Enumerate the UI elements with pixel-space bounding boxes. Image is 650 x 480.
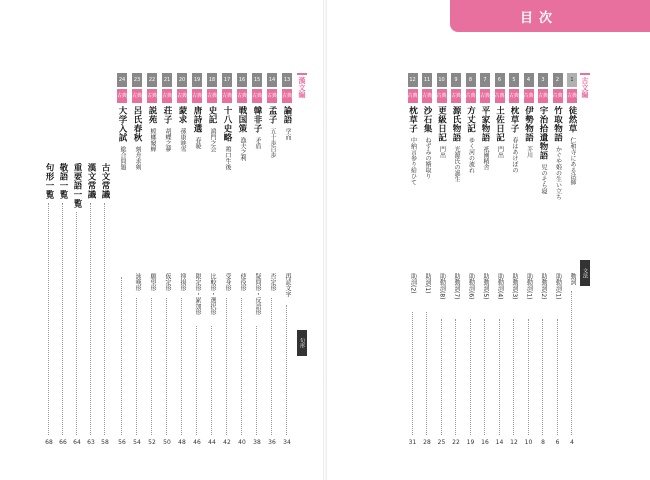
category-badge: 古典: [437, 89, 447, 103]
category-badge: 古典: [553, 89, 563, 103]
toc-entry-5[interactable]: [509, 73, 519, 453]
appendix-entry[interactable]: [100, 130, 110, 453]
leader-dots: [48, 203, 50, 435]
page-number: 12: [510, 439, 518, 446]
entry-grammar-topic: 助動詞(8): [438, 273, 446, 300]
entry-number: 19: [192, 73, 202, 87]
entry-subtitle: 祇園精舎: [482, 146, 489, 170]
entry-number: 17: [222, 73, 232, 87]
entry-subtitle: 光源氏の誕生: [453, 146, 460, 182]
entry-grammar-topic: 助動詞(4): [496, 273, 504, 300]
page-number: 54: [133, 439, 141, 446]
leader-dots: [426, 312, 428, 435]
page-number: 58: [101, 439, 109, 446]
entry-title: 説苑: [147, 106, 157, 124]
contents-header-tab: [450, 0, 650, 32]
entry-title: 戦国策: [237, 106, 247, 133]
toc-entry-13[interactable]: [282, 73, 292, 453]
page-number: 8: [541, 439, 545, 446]
section-tag: 文法: [580, 260, 590, 286]
page-number: 38: [253, 439, 261, 446]
category-badge: 古典: [422, 89, 432, 103]
entry-title: 荘子: [162, 106, 172, 124]
toc-entry-12[interactable]: [408, 73, 418, 453]
entry-subtitle: 門出: [496, 146, 504, 158]
entry-subtitle: 矛盾: [254, 137, 261, 149]
appendix-label: 漢文常識: [86, 163, 96, 199]
entry-number: 22: [147, 73, 157, 87]
entry-grammar-topic: 使役形: [239, 273, 246, 291]
entry-grammar-topic: 限定形・累加形: [194, 273, 201, 315]
leader-dots: [528, 319, 530, 435]
category-badge: 古典: [509, 89, 519, 103]
leader-dots: [151, 298, 153, 435]
appendix-entry[interactable]: [44, 130, 54, 453]
entry-title: 唐詩選: [192, 106, 202, 133]
contents-title: 目次: [519, 11, 558, 26]
leader-dots: [211, 326, 213, 435]
leader-dots: [104, 203, 106, 435]
toc-entry-7[interactable]: [480, 73, 490, 453]
toc-entry-17[interactable]: [222, 73, 232, 453]
leader-dots: [76, 212, 78, 435]
entry-number: 9: [451, 73, 461, 87]
entry-grammar-topic: 助動詞(1): [554, 273, 562, 300]
entry-grammar-topic: 疑問形・反語形: [254, 273, 261, 315]
leader-dots: [196, 326, 198, 435]
entry-title: 十八史略: [222, 106, 232, 142]
entry-grammar-topic: 助詞(2): [409, 273, 417, 294]
entry-number: 15: [252, 73, 262, 87]
toc-entry-14[interactable]: [267, 73, 277, 453]
leader-dots: [90, 203, 92, 435]
page-number: 63: [87, 439, 95, 446]
entry-grammar-topic: 受身形: [224, 273, 231, 291]
appendix-entry[interactable]: [58, 130, 68, 453]
entry-subtitle: 総合問題: [119, 146, 126, 170]
entry-number: 5: [509, 73, 519, 87]
leader-dots: [557, 319, 559, 435]
entry-subtitle: 春はあけぼの: [511, 137, 518, 173]
toc-entry-3[interactable]: [538, 73, 548, 453]
entry-title: 源氏物語: [451, 106, 461, 142]
category-badge: 古典: [495, 89, 505, 103]
page-number: 16: [481, 439, 489, 446]
entry-grammar-topic: 否定形: [269, 273, 276, 291]
entry-subtitle: 鴻門之会: [209, 128, 216, 152]
page-number: 10: [524, 439, 533, 446]
entry-title: 史記: [207, 106, 217, 124]
page-number: 42: [223, 439, 231, 446]
category-badge: 古典: [567, 89, 577, 103]
toc-entry-15[interactable]: [252, 73, 262, 453]
leader-dots: [484, 319, 486, 435]
page-number: 50: [163, 439, 171, 446]
category-badge: 古典: [117, 89, 127, 103]
page-number: 36: [268, 439, 276, 446]
toc-entry-4[interactable]: [524, 73, 534, 453]
toc-entry-16[interactable]: [237, 73, 247, 453]
entry-number: 6: [495, 73, 505, 87]
entry-title: 宇治拾遺物語: [538, 106, 548, 160]
toc-entry-21[interactable]: [162, 73, 172, 453]
toc-entry-9[interactable]: [451, 73, 461, 453]
entry-grammar-topic: 助動詞(5): [482, 273, 489, 300]
appendix-entry[interactable]: [72, 130, 82, 453]
leader-dots: [241, 298, 243, 435]
category-badge: 古典: [132, 89, 142, 103]
entry-title: 論語: [282, 106, 292, 124]
entry-grammar-topic: 助動詞(2): [540, 273, 547, 300]
entry-subtitle: 児のそら寝: [540, 164, 547, 194]
entry-title: 更級日記: [436, 106, 447, 142]
entry-number: 7: [480, 73, 490, 87]
entry-title: 平家物語: [480, 106, 490, 142]
leader-dots: [286, 305, 288, 435]
page-number: 31: [408, 439, 417, 446]
page-number: 34: [283, 439, 291, 446]
entry-subtitle: かぐや姫の生い立ち: [554, 146, 562, 200]
toc-entry-6[interactable]: [495, 73, 505, 453]
entry-subtitle: 漁夫之利: [239, 137, 246, 161]
entry-number: 14: [267, 73, 277, 87]
category-badge: 古典: [524, 89, 534, 103]
category-badge: 古典: [480, 89, 490, 103]
page-number: 4: [570, 439, 574, 446]
category-badge: 古典: [147, 89, 157, 103]
entry-number: 21: [162, 73, 172, 87]
entry-number: 1: [567, 73, 577, 87]
section-tag: 句形: [297, 330, 307, 356]
category-badge: 古典: [222, 89, 232, 103]
appendix-label: 重要語一覧: [72, 163, 82, 208]
entry-number: 12: [408, 73, 418, 87]
toc-entry-23[interactable]: [132, 73, 142, 453]
entry-grammar-topic: 助動詞(6): [467, 273, 475, 300]
entry-subtitle: 螳螂窺蝉: [149, 128, 156, 152]
entry-number: 23: [132, 73, 142, 87]
leader-dots: [513, 319, 515, 435]
category-badge: 古典: [177, 89, 187, 103]
page-gutter: [323, 0, 327, 480]
entry-grammar-topic: 仮定形: [164, 273, 171, 291]
toc-entry-8[interactable]: [466, 73, 476, 453]
entry-subtitle: 鶏口牛後: [224, 146, 231, 170]
entry-grammar-topic: 再読文字: [284, 273, 291, 297]
section-label: 古文編: [581, 77, 589, 98]
entry-number: 3: [538, 73, 548, 87]
entry-title: 蒙求: [177, 106, 187, 124]
page-number: 6: [555, 439, 560, 446]
page-number: 52: [148, 439, 156, 446]
entry-title: 韓非子: [252, 106, 262, 133]
toc-entry-19[interactable]: [192, 73, 202, 453]
leader-dots: [256, 326, 258, 435]
page-number: 66: [59, 439, 67, 446]
entry-title: 枕草子: [407, 106, 418, 133]
entry-number: 24: [117, 73, 127, 87]
category-badge: 古典: [282, 89, 292, 103]
page-number: 40: [238, 439, 246, 446]
category-badge: 古典: [408, 89, 418, 103]
section-label: 漢文編: [298, 77, 306, 98]
entry-title: 竹取物語: [552, 106, 563, 142]
category-badge: 古典: [237, 89, 247, 103]
leader-dots: [271, 298, 273, 435]
leader-dots: [181, 298, 183, 435]
category-badge: 古典: [162, 89, 172, 103]
leader-dots: [441, 319, 443, 435]
entry-grammar-topic: 助動詞(1): [525, 273, 533, 300]
appendix-label: 古文常識: [100, 163, 110, 199]
entry-grammar-topic: 助動詞(7): [453, 273, 460, 300]
leader-dots: [136, 298, 138, 435]
category-badge: 古典: [451, 89, 461, 103]
entry-title: 枕草子: [509, 106, 519, 133]
entry-number: 13: [282, 73, 292, 87]
leader-dots: [62, 203, 64, 435]
entry-subtitle: 春暁: [194, 137, 201, 149]
entry-subtitle: 芥川: [525, 146, 533, 158]
entry-subtitle: 門出: [438, 146, 446, 158]
category-badge: 古典: [538, 89, 548, 103]
entry-grammar-topic: 助動詞(3): [511, 273, 518, 300]
leader-dots: [455, 319, 457, 435]
page-number: 19: [466, 439, 475, 446]
page-number: 56: [118, 439, 126, 446]
entry-title: 方丈記: [465, 106, 476, 133]
entry-number: 11: [422, 73, 432, 87]
entry-title: 呂氏春秋: [132, 106, 142, 142]
page-number: 28: [423, 439, 431, 446]
entry-number: 4: [524, 73, 534, 87]
entry-title: 土佐日記: [494, 106, 505, 142]
entry-grammar-topic: 動詞: [569, 273, 576, 285]
page-number: 48: [178, 439, 186, 446]
leader-dots: [226, 298, 228, 435]
entry-number: 16: [237, 73, 247, 87]
entry-subtitle: 五十歩百歩: [269, 128, 276, 158]
entry-title: 徒然草: [567, 106, 577, 133]
entry-subtitle: ゆく河の流れ: [467, 137, 475, 173]
leader-dots: [571, 291, 573, 435]
appendix-label: 句形一覧: [44, 163, 54, 199]
entry-grammar-topic: 比較形・選択形: [209, 273, 216, 315]
entry-number: 18: [207, 73, 217, 87]
leader-dots: [412, 312, 414, 435]
leader-dots: [470, 319, 472, 435]
entry-grammar-topic: 助詞(1): [424, 273, 431, 294]
category-badge: 古典: [466, 89, 476, 103]
page-number: 22: [452, 439, 460, 446]
entry-title: 孟子: [267, 106, 277, 124]
toc-entry-24[interactable]: [117, 73, 127, 453]
page-number: 25: [437, 439, 446, 446]
leader-dots: [499, 319, 501, 435]
entry-subtitle: 胡蝶之夢: [164, 128, 171, 152]
page-number: 14: [495, 439, 504, 446]
section-header-kobun: [580, 73, 590, 143]
entry-number: 20: [177, 73, 187, 87]
category-badge: 古典: [267, 89, 277, 103]
page-number: 68: [45, 439, 53, 446]
entry-number: 10: [437, 73, 447, 87]
section-header-kanbun: [297, 73, 307, 143]
entry-grammar-topic: 抑揚形: [179, 273, 186, 291]
toc-entry-2[interactable]: [553, 73, 563, 453]
leader-dots: [166, 298, 168, 435]
category-badge: 古典: [207, 89, 217, 103]
toc-entry-1[interactable]: [567, 73, 577, 453]
entry-subtitle: 孫康映雪: [179, 128, 186, 152]
entry-number: 2: [553, 73, 563, 87]
entry-grammar-topic: 願望形: [149, 273, 156, 291]
page-number: 46: [193, 439, 201, 446]
entry-subtitle: 刻舟求剣: [134, 146, 141, 170]
entry-title: 伊勢物語: [523, 106, 534, 142]
toc-entry-22[interactable]: [147, 73, 157, 453]
entry-grammar-topic: 詠嘆形: [134, 273, 141, 291]
entry-subtitle: 中納言参り給ひて: [409, 137, 417, 185]
toc-entry-18[interactable]: [207, 73, 217, 453]
entry-title: 沙石集: [422, 106, 432, 133]
entry-subtitle: 仁和寺にある法師: [569, 137, 576, 185]
toc-entry-11[interactable]: [422, 73, 432, 453]
page-number: 64: [73, 439, 81, 446]
category-badge: 古典: [192, 89, 202, 103]
entry-title: 大学入試: [117, 106, 127, 142]
appendix-entry[interactable]: [86, 130, 96, 453]
leader-dots: [121, 277, 123, 435]
toc-entry-10[interactable]: [437, 73, 447, 453]
entry-subtitle: ねずみの婿取り: [424, 137, 431, 179]
right-page: [325, 0, 650, 480]
page-number: 44: [208, 439, 216, 446]
entry-subtitle: 学而: [284, 128, 291, 140]
toc-entry-20[interactable]: [177, 73, 187, 453]
entry-number: 8: [466, 73, 476, 87]
category-badge: 古典: [252, 89, 262, 103]
leader-dots: [542, 319, 544, 435]
appendix-label: 敬語一覧: [58, 163, 68, 199]
